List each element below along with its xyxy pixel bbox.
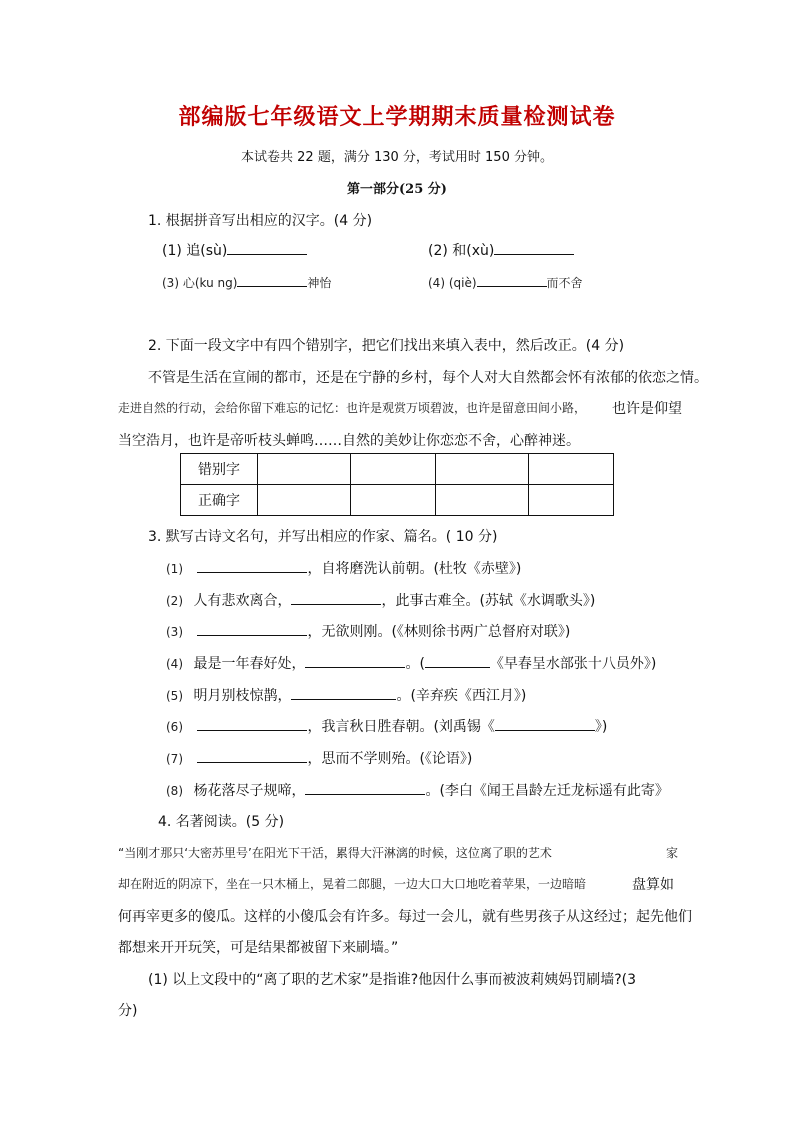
q1-item-2-label: (2) 和(xù) <box>428 243 495 259</box>
q4-passage-line-1b: 家 <box>666 846 679 860</box>
part-heading: 第一部分(25 分) <box>347 182 447 197</box>
q4-passage-line-3: 何再宰更多的傻瓜。这样的小傻瓜会有许多。每过一会儿，就有些男孩子从这经过；起先他们 <box>118 909 692 925</box>
answer-cell[interactable] <box>258 454 351 485</box>
answer-blank[interactable] <box>494 240 574 255</box>
answer-blank[interactable] <box>291 590 381 605</box>
q1-item-4 <box>428 272 583 291</box>
answer-blank[interactable] <box>495 716 595 731</box>
answer-blank[interactable] <box>305 653 405 668</box>
answer-cell[interactable] <box>529 485 614 516</box>
q4-passage-line-4: 都想来开开玩笑，可是结果都被留下来刷墙。” <box>118 940 399 956</box>
q4-passage-line-1: “当刚才那只‘大密苏里号’在阳光下干活，累得大汗淋漓的时候，这位离了职的艺术 <box>118 846 552 860</box>
q3-line-2 <box>166 590 595 610</box>
q3-line-7-text: ，思而不学则殆。(《论语》) <box>307 751 473 767</box>
answer-blank[interactable] <box>305 780 425 795</box>
q1-item-3 <box>162 272 331 291</box>
page-title: 部编版七年级语文上学期期末质量检测试卷 <box>178 104 616 130</box>
q3-line-1 <box>166 558 521 578</box>
answer-cell[interactable] <box>529 454 614 485</box>
question-4-stem: 4. 名著阅读。(5 分) <box>158 814 285 830</box>
answer-blank[interactable] <box>237 272 307 287</box>
q1-item-1-label: (1) 追(sù) <box>162 243 228 259</box>
q3-line-2-post: ，此事古难全。(苏轼《水调歌头》) <box>381 593 596 609</box>
q1-item-4-label: (4) (qiè) <box>428 276 477 290</box>
answer-cell[interactable] <box>436 454 529 485</box>
q3-line-7 <box>166 748 472 768</box>
q3-line-8 <box>166 780 669 800</box>
answer-cell[interactable] <box>436 485 529 516</box>
q3-line-1-num: (1) <box>166 562 183 576</box>
q3-line-5-post: 。(辛弃疾《西江月》) <box>396 688 527 704</box>
exam-subtitle: 本试卷共 22 题，满分 130 分，考试用时 150 分钟。 <box>241 150 553 165</box>
q3-line-8-post: 。(李白《闻王昌龄左迁龙标遥有此寄》 <box>425 783 669 799</box>
answer-blank[interactable] <box>197 558 307 573</box>
q3-line-4-mid: 。( <box>405 656 425 672</box>
q3-line-3-text: ，无欲则刚。(《林则徐书两广总督府对联》) <box>307 624 571 640</box>
q3-line-5 <box>166 685 526 705</box>
q3-line-5-pre: 明月别枝惊鹊， <box>193 688 292 704</box>
table-row <box>181 454 614 485</box>
q3-line-8-pre: 杨花落尽子规啼， <box>193 783 306 799</box>
q1-item-3-label: (3) 心(ku ng) <box>162 276 238 290</box>
q3-line-6-post: 》) <box>594 719 608 735</box>
q3-line-2-pre: 人有悲欢离合， <box>193 593 292 609</box>
q3-line-4-num: (4) <box>166 657 183 671</box>
q3-line-5-num: (5) <box>166 689 183 703</box>
q2-passage-line-1: 不管是生活在宣闹的都市，还是在宁静的乡村，每个人对大自然都会怀有浓郁的依恋之情。 <box>148 370 708 386</box>
answer-cell[interactable] <box>258 485 351 516</box>
table-row-header: 错别字 <box>181 454 258 485</box>
q1-item-4-suffix: 而不舍 <box>546 276 583 290</box>
q4-passage-line-2: 却在附近的阴凉下，坐在一只木桶上，晃着二郎腿，一边大口大口地吃着苹果，一边暗暗 <box>118 877 587 891</box>
q2-passage-line-2: 走进自然的行动，会给你留下难忘的记忆：也许是观赏万顷碧波，也许是留意田间小路， <box>118 401 587 415</box>
answer-blank[interactable] <box>197 716 307 731</box>
q2-passage-line-2b: 也许是仰望 <box>612 401 682 417</box>
q3-line-3-num: (3) <box>166 625 183 639</box>
answer-blank[interactable] <box>477 272 547 287</box>
q3-line-6-num: (6) <box>166 720 183 734</box>
q4-subquestion-1-cont: 分) <box>118 1003 138 1019</box>
answer-blank[interactable] <box>197 748 307 763</box>
table-row <box>181 485 614 516</box>
table-row-header: 正确字 <box>181 485 258 516</box>
question-3-stem: 3. 默写古诗文名句，并写出相应的作家、篇名。( 10 分) <box>148 529 498 545</box>
correction-table <box>180 453 614 516</box>
q3-line-4-post: 《早春呈水部张十八员外》) <box>489 656 657 672</box>
q1-item-3-suffix: 神怡 <box>307 276 332 290</box>
q3-line-6-mid: ，我言秋日胜春朝。(刘禹锡《 <box>307 719 495 735</box>
answer-blank[interactable] <box>197 621 307 636</box>
q3-line-4 <box>166 653 656 673</box>
q3-line-3 <box>166 621 570 641</box>
answer-blank[interactable] <box>425 653 490 668</box>
question-1-stem: 1. 根据拼音写出相应的汉字。(4 分) <box>148 213 373 229</box>
answer-cell[interactable] <box>351 454 436 485</box>
q1-item-1 <box>162 240 307 260</box>
answer-cell[interactable] <box>351 485 436 516</box>
answer-blank[interactable] <box>291 685 396 700</box>
q3-line-2-num: (2) <box>166 594 183 608</box>
q3-line-4-pre: 最是一年春好处， <box>193 656 306 672</box>
q1-item-2 <box>428 240 574 260</box>
question-2-stem: 2. 下面一段文字中有四个错别字，把它们找出来填入表中，然后改正。(4 分) <box>148 338 625 354</box>
q3-line-7-num: (7) <box>166 752 183 766</box>
q4-passage-line-2b: 盘算如 <box>632 877 674 893</box>
q3-line-1-text: ，自将磨洗认前朝。(杜牧《赤壁》) <box>307 561 522 577</box>
q4-subquestion-1: (1) 以上文段中的“离了职的艺术家”是指谁?他因什么事而被波莉姨妈罚刷墙?(3 <box>148 972 637 988</box>
q3-line-8-num: (8) <box>166 784 183 798</box>
q3-line-6 <box>166 716 607 736</box>
answer-blank[interactable] <box>227 240 307 255</box>
q2-passage-line-3: 当空浩月，也许是帝听枝头蝉鸣……自然的美妙让你恋恋不舍，心醉神迷。 <box>118 433 580 449</box>
